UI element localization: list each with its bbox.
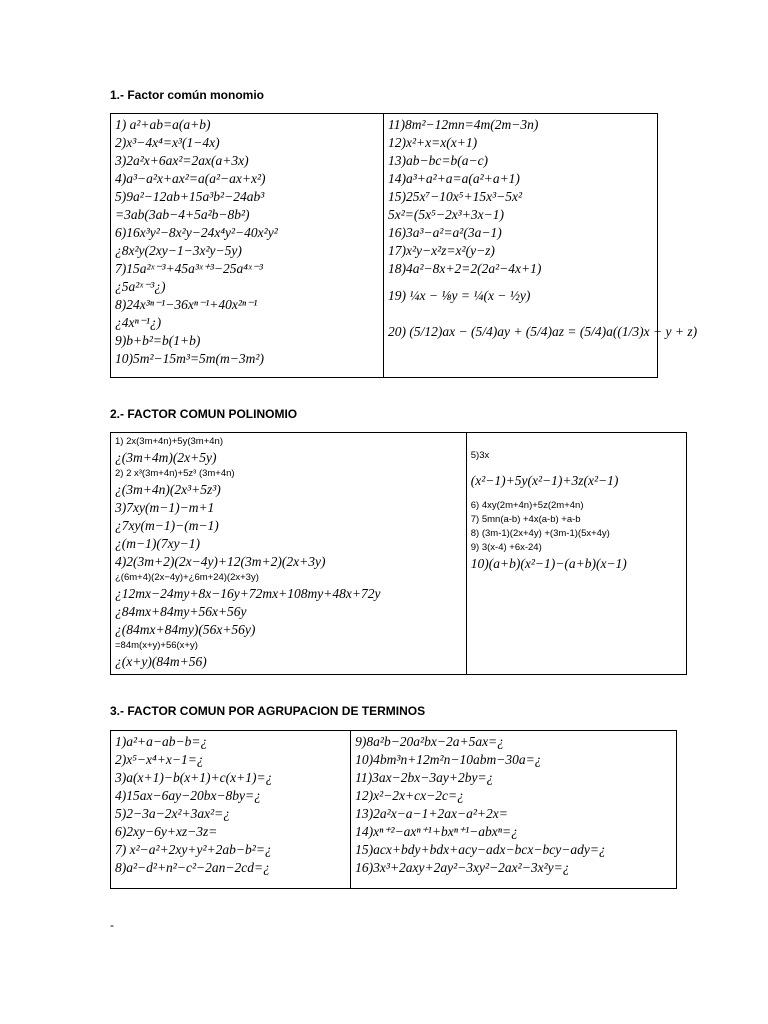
equation-line: ¿(x+y)(84m+56) <box>115 654 207 669</box>
section3-table <box>110 730 677 889</box>
equation-line: 12)x²+x=x(x+1) <box>388 135 478 150</box>
equation-line: ¿(3m+4n)(2x³+5z³) <box>115 482 221 497</box>
equation-line: 8)24x³ⁿ⁻¹−36xⁿ⁻¹+40x²ⁿ⁻¹ <box>115 297 258 312</box>
equation-line: 9)8a²b−20a²bx−2a+5ax=¿ <box>355 734 504 749</box>
equation-line: 6)16x³y²−8x²y−24x⁴y²−40x²y² <box>115 225 278 240</box>
equation-line: ¿4xⁿ⁻¹¿) <box>115 315 162 330</box>
section1-right-column <box>383 114 698 377</box>
equation-line: 17)x²y−x²z=x²(y−z) <box>388 243 495 258</box>
equation-line: ¿(6m+4)(2x−4y)+¿6m+24)(2x+3y) <box>115 572 259 583</box>
equation-line: 13)ab−bc=b(a−c) <box>388 153 489 168</box>
equation-line: 3)a(x+1)−b(x+1)+c(x+1)=¿ <box>115 770 273 785</box>
section3-heading: 3.- FACTOR COMUN POR AGRUPACION DE TERMINOS <box>110 704 426 718</box>
equation-line: 2)x³−4x⁴=x³(1−4x) <box>115 135 220 150</box>
equation-line: 10)(a+b)(x²−1)−(a+b)(x−1) <box>470 556 627 571</box>
equation-line: 4)2(3m+2)(2x−4y)+12(3m+2)(2x+3y) <box>115 554 326 569</box>
section3-right-column <box>350 731 676 888</box>
equation-line: 4)15ax−6ay−20bx−8by=¿ <box>115 788 261 803</box>
equation-line: 14)a³+a²+a=a(a²+a+1) <box>388 171 520 186</box>
equation-line: 8) (3m-1)(2x+4y) +(3m-1)(5x+4y) <box>470 528 610 539</box>
equation-line: 5)3x <box>470 450 490 461</box>
equation-line: ¿(3m+4m)(2x+5y) <box>115 450 217 465</box>
equation-line: ¿5a²ˣ⁻³¿) <box>115 279 166 294</box>
section2-heading: 2.- FACTOR COMUN POLINOMIO <box>110 407 298 421</box>
equation-line: 3)7xy(m−1)−m+1 <box>115 500 215 515</box>
equation-line: 12)x²−2x+cx−2c=¿ <box>355 788 464 803</box>
equation-line: 6) 4xy(2m+4n)+5z(2m+4n) <box>470 500 584 511</box>
equation-line: ¿84mx+84my+56x+56y <box>115 604 247 619</box>
equation-line: 16)3x³+2axy+2ay²−3xy²−2ax²−3x²y=¿ <box>355 860 570 875</box>
equation-line: 1) a²+ab=a(a+b) <box>115 117 211 132</box>
equation-line: (x²−1)+5y(x²−1)+3z(x²−1) <box>470 473 619 488</box>
equation-line: 9) 3(x-4) +6x-24) <box>470 542 542 553</box>
equation-line: ¿8x²y(2xy−1−3x²y−5y) <box>115 243 242 258</box>
equation-line: ¿(m−1)(7xy−1) <box>115 536 200 551</box>
equation-line: 15)25x⁷−10x⁵+15x³−5x² <box>388 189 523 204</box>
equation-line: 7) 5mn(a-b) +4x(a-b) +a-b <box>470 514 581 525</box>
equation-line: 9)b+b²=b(1+b) <box>115 333 201 348</box>
equation-line: ¿(84mx+84my)(56x+56y) <box>115 622 256 637</box>
equation-line: 13)2a²x−a−1+2ax−a²+2x= <box>355 806 508 821</box>
equation-line: 11)8m²−12mn=4m(2m−3n) <box>388 117 539 132</box>
section2-left-column <box>111 433 466 674</box>
equation-line: ¿12mx−24my+8x−16y+72mx+108my+48x+72y <box>115 586 381 601</box>
section1-table <box>110 113 698 378</box>
equation-line: 16)3a³−a²=a²(3a−1) <box>388 225 502 240</box>
section1-left-column <box>111 114 383 377</box>
equation-line: 10)4bm³n+12m²n−10abm−30a=¿ <box>355 752 542 767</box>
equation-line: 5)2−3a−2x²+3ax²=¿ <box>115 806 231 821</box>
section2-table <box>110 432 687 675</box>
equation-line: 1)a²+a−ab−b=¿ <box>115 734 208 749</box>
equation-line: 3)2a²x+6ax²=2ax(a+3x) <box>115 153 249 168</box>
equation-line: 19) ¼x − ⅛y = ¼(x − ½y) <box>388 288 531 303</box>
equation-line: 6)2xy−6y+xz−3z= <box>115 824 218 839</box>
equation-line: 5)9a²−12ab+15a³b²−24ab³ <box>115 189 265 204</box>
equation-line: 10)5m²−15m³=5m(m−3m²) <box>115 351 264 366</box>
footer-dash: - <box>110 918 114 932</box>
equation-line: 1) 2x(3m+4n)+5y(3m+4n) <box>115 436 223 447</box>
equation-line: 8)a²−d²+n²−c²−2an−2cd=¿ <box>115 860 270 875</box>
equation-line: 7)15a²ˣ⁻³+45a³ˣ⁺³−25a⁴ˣ⁻³ <box>115 261 263 276</box>
equation-line: 11)3ax−2bx−3ay+2by=¿ <box>355 770 494 785</box>
equation-line: 20) (5/12)ax − (5/4)ay + (5/4)az = (5/4)a((1/3)x − y + z) <box>388 324 698 339</box>
section1-heading: 1.- Factor común monomio <box>110 88 265 102</box>
equation-line: =84m(x+y)+56(x+y) <box>115 640 198 651</box>
equation-line: 18)4a²−8x+2=2(2a²−4x+1) <box>388 261 542 276</box>
section2-right-column <box>466 433 686 674</box>
equation-line: 4)a³−a²x+ax²=a(a²−ax+x²) <box>115 171 266 186</box>
equation-line: 7) x²−a²+2xy+y²+2ab−b²=¿ <box>115 842 272 857</box>
equation-line: 14)xⁿ⁺²−axⁿ⁺¹+bxⁿ⁺¹−abxⁿ=¿ <box>355 824 518 839</box>
section3-left-column <box>111 731 350 888</box>
equation-line: 2) 2 x³(3m+4n)+5z³ (3m+4n) <box>115 468 235 479</box>
equation-line: 5x²=(5x⁵−2x³+3x−1) <box>388 207 504 222</box>
equation-line: ¿7xy(m−1)−(m−1) <box>115 518 219 533</box>
equation-line: =3ab(3ab−4+5a²b−8b²) <box>115 207 250 222</box>
equation-line: 15)acx+bdy+bdx+acy−adx−bcx−bcy−ady=¿ <box>355 842 606 857</box>
equation-line: 2)x⁵−x⁴+x−1=¿ <box>115 752 204 767</box>
